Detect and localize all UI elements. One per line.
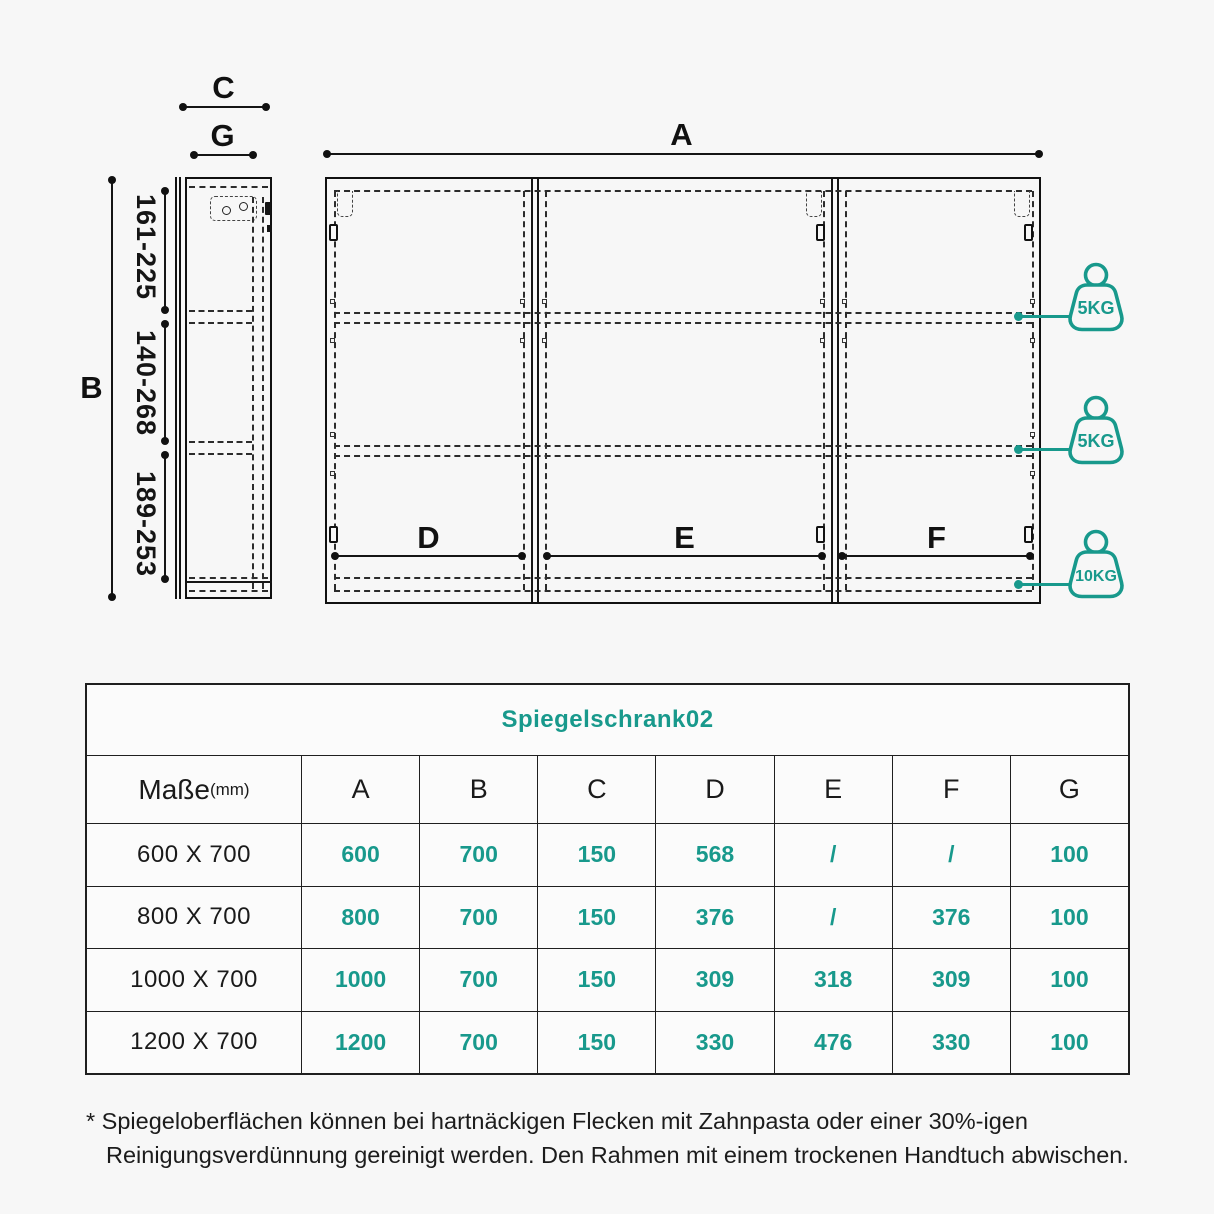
shelf-pin [820, 338, 825, 343]
cell-value: 1000 [301, 948, 419, 1011]
row-size: 1000 X 700 [87, 948, 301, 1011]
cell-value: 700 [419, 823, 537, 886]
dim-f-line [841, 555, 1031, 557]
dim-dot [190, 151, 198, 159]
hinge-outline [806, 191, 822, 217]
cell-value: / [892, 823, 1010, 886]
cell-value: 150 [537, 948, 655, 1011]
wall-bracket [267, 225, 272, 232]
shelf-dash-line [334, 455, 1032, 457]
row-size: 600 X 700 [87, 823, 301, 886]
dim-g-line [193, 154, 253, 156]
shelf-pin [1030, 299, 1035, 304]
door-e-label: E [674, 520, 696, 555]
door-f-label: F [927, 520, 947, 555]
footnote-line-1: * Spiegeloberflächen können bei hartnäckigen Flecken mit Zahnpasta oder einer 30%-igen [86, 1108, 1028, 1134]
dim-c-line [182, 106, 266, 108]
height-range-label: 140-268 [131, 329, 162, 437]
shelf-dash-line [189, 310, 252, 312]
bottom-panel-line [187, 581, 272, 583]
dim-dot [108, 176, 116, 184]
column-header-size [87, 755, 301, 823]
dim-dot [161, 306, 169, 314]
dim-dot [161, 451, 169, 459]
dim-segment-line [164, 324, 166, 441]
shelf-pin [330, 471, 335, 476]
dim-dot [108, 593, 116, 601]
hinge-clip-icon [1024, 526, 1033, 543]
hinge-outline [210, 196, 257, 221]
row-size: 800 X 700 [87, 886, 301, 949]
dim-dot [1026, 552, 1034, 560]
shelf-dash-line [189, 590, 268, 592]
shelf-dash-line [189, 441, 252, 443]
cell-value: 330 [655, 1011, 773, 1074]
height-range-label: 189-253 [131, 470, 162, 578]
hinge-outline [337, 191, 353, 217]
dim-dot [161, 320, 169, 328]
weight-callout-dot [1014, 580, 1023, 589]
dim-a-label: A [670, 117, 694, 152]
dim-dot [838, 552, 846, 560]
dim-dot [161, 575, 169, 583]
column-header-e: E [774, 755, 892, 823]
inner-dash-line [845, 191, 847, 590]
care-footnote [86, 1104, 1166, 1172]
cell-value: 100 [1010, 823, 1128, 886]
dim-dot [543, 552, 551, 560]
column-header-f: F [892, 755, 1010, 823]
cell-value: 800 [301, 886, 419, 949]
door-divider-line [837, 179, 839, 602]
dim-segment-line [164, 191, 166, 310]
door-divider-line [531, 179, 533, 602]
hinge-clip-icon [329, 224, 338, 241]
column-header-a: A [301, 755, 419, 823]
cell-value: 150 [537, 823, 655, 886]
column-header-g: G [1010, 755, 1128, 823]
dim-dot [331, 552, 339, 560]
shelf-pin [1030, 471, 1035, 476]
mirror-panel-edge [175, 177, 181, 599]
shelf-pin [330, 432, 335, 437]
inner-dash-line [262, 197, 264, 589]
column-header-c: C [537, 755, 655, 823]
shelf-pin [542, 338, 547, 343]
cell-value: 568 [655, 823, 773, 886]
cell-value: 476 [774, 1011, 892, 1074]
shelf-pin [1030, 432, 1035, 437]
cell-value: / [774, 823, 892, 886]
dim-dot [179, 103, 187, 111]
weight-5kg-icon [1062, 262, 1130, 336]
dim-dot [818, 552, 826, 560]
weight-5kg-icon [1062, 395, 1130, 469]
wall-bracket [265, 202, 271, 215]
shelf-dash-line [189, 577, 268, 579]
cell-value: 376 [892, 886, 1010, 949]
weight-callout-dot [1014, 445, 1023, 454]
size-header-text: Maße [138, 773, 210, 805]
dim-a-line [326, 153, 1040, 155]
shelf-dash-line [334, 590, 1032, 592]
shelf-pin [542, 299, 547, 304]
dim-segment-line [164, 455, 166, 579]
cell-value: 1200 [301, 1011, 419, 1074]
column-header-b: B [419, 755, 537, 823]
dim-g-label: G [210, 118, 236, 153]
cell-value: 309 [892, 948, 1010, 1011]
hinge-clip-icon [816, 224, 825, 241]
cell-value: 700 [419, 1011, 537, 1074]
dim-e-line [546, 555, 823, 557]
shelf-pin [520, 299, 525, 304]
cell-value: 100 [1010, 1011, 1128, 1074]
hinge-screw-icon [222, 206, 231, 215]
hinge-clip-icon [1024, 224, 1033, 241]
door-divider-line [537, 179, 539, 602]
row-size: 1200 X 700 [87, 1011, 301, 1074]
dim-dot [262, 103, 270, 111]
side-cabinet-body [185, 177, 272, 599]
cell-value: 700 [419, 948, 537, 1011]
shelf-pin [330, 338, 335, 343]
hinge-outline [1014, 191, 1030, 217]
dim-dot [161, 437, 169, 445]
inner-dash-line [523, 191, 525, 590]
shelf-dash-line [334, 322, 1032, 324]
dim-c-label: C [212, 70, 236, 105]
cell-value: / [774, 886, 892, 949]
spec-table [85, 683, 1130, 1075]
cell-value: 100 [1010, 948, 1128, 1011]
weight-label: 5KG [1077, 298, 1115, 318]
hinge-clip-icon [816, 526, 825, 543]
shelf-pin [330, 299, 335, 304]
hinge-clip-icon [329, 526, 338, 543]
cell-value: 330 [892, 1011, 1010, 1074]
height-range-label: 161-225 [131, 193, 162, 301]
weight-label: 10KG [1075, 568, 1117, 585]
cell-value: 318 [774, 948, 892, 1011]
column-header-d: D [655, 755, 773, 823]
shelf-dash-line [189, 322, 252, 324]
weight-callout-dot [1014, 312, 1023, 321]
shelf-dash-line [334, 577, 1032, 579]
door-d-label: D [417, 520, 441, 555]
shelf-pin [842, 338, 847, 343]
cell-value: 376 [655, 886, 773, 949]
weight-10kg-icon [1062, 529, 1130, 603]
dim-dot [518, 552, 526, 560]
shelf-pin [820, 299, 825, 304]
shelf-pin [842, 299, 847, 304]
table-title: Spiegelschrank02 [501, 706, 714, 733]
hinge-screw-icon [239, 202, 248, 211]
shelf-dash-line [189, 453, 252, 455]
inner-dash-line [334, 190, 1032, 192]
door-divider-line [831, 179, 833, 602]
dim-d-line [334, 555, 522, 557]
shelf-pin [520, 338, 525, 343]
shelf-dash-line [334, 445, 1032, 447]
cell-value: 600 [301, 823, 419, 886]
dim-dot [161, 187, 169, 195]
cell-value: 309 [655, 948, 773, 1011]
cell-value: 700 [419, 886, 537, 949]
weight-label: 5KG [1077, 431, 1115, 451]
inner-dash-line [545, 191, 547, 590]
dim-b-label: B [80, 370, 104, 405]
dim-dot [323, 150, 331, 158]
inner-dash-line [252, 197, 254, 589]
dim-dot [249, 151, 257, 159]
dim-b-line [111, 180, 113, 597]
cell-value: 150 [537, 1011, 655, 1074]
shelf-dash-line [334, 312, 1032, 314]
cell-value: 100 [1010, 886, 1128, 949]
inner-dash-line [189, 186, 268, 188]
footnote-line-2: Reinigungsverdünnung gereinigt werden. Den Rahmen mit einem trockenen Handtuch abwischen. [106, 1142, 1129, 1168]
cell-value: 150 [537, 886, 655, 949]
shelf-pin [1030, 338, 1035, 343]
size-unit-text: (mm) [209, 779, 250, 799]
dim-dot [1035, 150, 1043, 158]
